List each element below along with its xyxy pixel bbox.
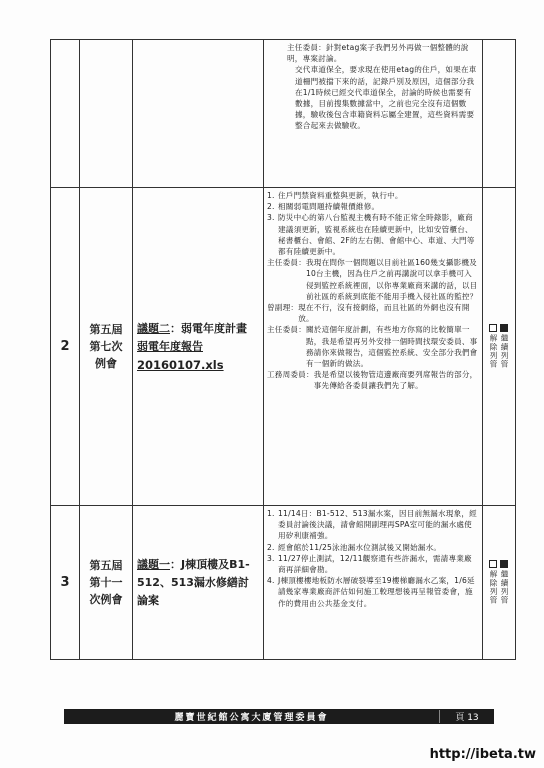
checkbox-icon [489, 560, 497, 568]
status-option-remove[interactable]: 解除列管 [489, 324, 498, 368]
discussion-cell [264, 506, 483, 660]
discussion-text: 主任委員：針對etag案子我們另外再做一個整體的說明，專案討論。 [287, 43, 469, 64]
dialog-entry: 工務周委員 ： 我是希望以後物管這邊廠商要列席報告的部分，事先傳給各委員讓我們先了解。 [267, 370, 478, 391]
topic-cell [133, 506, 264, 660]
list-item: 2. 經會館於11/25泳池漏水位測試後又開始漏水。 [267, 542, 442, 552]
status-options [483, 324, 515, 368]
table-row [51, 188, 516, 506]
discussion-cell [264, 188, 483, 506]
progress-list [267, 508, 479, 609]
status-options [483, 560, 515, 604]
status-cell [483, 188, 516, 506]
topic-title: ：J棟頂樓及B1-512、513漏水修繕討論案 [137, 557, 250, 607]
list-item: 1. 住戶門禁資料重整與更新，執行中。 [267, 191, 403, 200]
row-number: 3 [51, 506, 80, 660]
status-option-continue[interactable]: 繼續列管 [500, 324, 509, 368]
meeting-line: 次例會 [89, 593, 123, 606]
status-option-continue[interactable]: 繼續列管 [500, 560, 509, 604]
meeting-cell [80, 40, 133, 188]
checked-box-icon [500, 324, 508, 332]
list-item: 3. 防災中心的第八台監視主機有時不能正常全時錄影，廠商建議須更新，監視系統也在陸續更新中，比如安管櫃台、秘書櫃台、會館、2F的左右側、會館中心、車道、大門等都有陸續更新中。 [267, 213, 475, 257]
topic-heading [137, 320, 259, 338]
topic-label: 議題二 [137, 321, 170, 335]
row-number-cell [51, 40, 80, 188]
list-item: 2. 相關弱電問題持續報價維修。 [267, 202, 380, 212]
meeting-line: 第七次 [89, 340, 123, 353]
dialog-entry: 主任委員 ： 關於這個年度計劃，有些地方你寫的比較簡單一點，我是希望再另外安排一個時間找環安委員、事務請你來做報告，這個監控系統、安全部分我們會有一個新的做法。 [267, 325, 478, 369]
list-item: 1. 11/14日：B1-512、513漏水案，因目前無漏水現象，經委員討論後決議，請會館開副理再SPA室可能的漏水處使用矽利康補強。 [267, 509, 477, 541]
status-option-remove[interactable]: 解除列管 [489, 560, 498, 604]
meeting-cell [80, 506, 133, 660]
status-cell [483, 40, 516, 188]
attachment-link[interactable]: 20160107.xls [137, 357, 224, 372]
topic-cell [133, 40, 264, 188]
dialog-entry: 曾副理 ： 現在不行，沒有接網絡，而且社區的外網也沒有開放。 [267, 302, 479, 324]
topic-label: 議題一 [137, 557, 170, 571]
speech: 我是希望以後物管這邊廠商要列席報告的部分，事先傳給各委員讓我們先了解。 [313, 370, 478, 391]
page-number: 頁 13 [439, 710, 494, 723]
page-footer [64, 709, 494, 724]
row-number: 2 [51, 188, 80, 506]
checked-box-icon [500, 560, 508, 568]
speaker: 曾副理 [267, 303, 291, 313]
speaker: 工務周委員 [267, 370, 306, 380]
meeting-cell [80, 188, 133, 506]
speech: 關於這個年度計劃，有些地方你寫的比較簡單一點，我是希望再另外安排一個時間找環安委員、事務請你來做報告，這個監控系統、安全部分我們會有一個新的做法。 [305, 325, 478, 369]
table-row [51, 506, 516, 660]
meeting-line: 第五屆 [89, 559, 123, 572]
progress-list [267, 190, 479, 257]
speaker: 主任委員 [267, 325, 299, 335]
topic-subtitle: 弱電年度報告 [137, 339, 203, 353]
topic-heading [137, 556, 259, 610]
dialog-entry: 主任委員 ： 我現在問你一個問題以目前社區160幾支攝影機及10台主機，因為住戶之前再講說可以拿手機可入侵到監控系統裡面，以你專業廠商來講的話，以目前社區的系統到底能不能用手機入侵社區的監控？ [267, 258, 478, 301]
discussion-cell [264, 40, 483, 188]
meeting-line: 例會 [95, 357, 117, 370]
meeting-line: 第十一 [89, 576, 123, 589]
meeting-table [50, 39, 516, 660]
status-cell [483, 506, 516, 660]
meeting-line: 第五屆 [89, 323, 123, 336]
topic-cell [133, 188, 264, 506]
speech: 現在不行，沒有接網絡，而且社區的外網也沒有開放。 [298, 303, 470, 324]
checkbox-icon [489, 324, 497, 332]
list-item: 3. 11/27停止測試，12/11觀察還有些許漏水，需請專業廠商再詳細會勘。 [267, 553, 472, 575]
footer-title: 麗寶世紀館公寓大廈管理委員會 [174, 713, 329, 723]
list-item: 4. J棟頂樓樓地板防水層破裂導至19樓梯廳漏水乙案，1/6延請幾家專業廠商評估如何施工較理想後再呈報管委會，施作的費用由公共基金支付。 [267, 576, 475, 608]
speech: 我現在問你一個問題以目前社區160幾支攝影機及10台主機，因為住戶之前再講說可以拿手機可入侵到監控系統裡面，以你專業廠商來講的話，以目前社區的系統到底能不能用手機入侵社區的監控？ [305, 258, 478, 301]
topic-title: ：弱電年度計畫 [170, 321, 247, 335]
speaker: 主任委員 [267, 258, 299, 268]
table-row [51, 40, 516, 188]
discussion-text: 交代車道保全，要求現在使用etag的住戶，如果在車道柵門被擋下來的話，記錄戶別及原因，這個部分我在1/1時候已經交代車道保全，討論的時候也需要有數據，目前搜集數據當中，之前也完全沒有這個數據，驗收後包含車籍資料忘屬全建置，這些資料需要整合起來去做驗收。 [295, 65, 477, 131]
watermark: http://ibeta.tw [429, 747, 536, 762]
